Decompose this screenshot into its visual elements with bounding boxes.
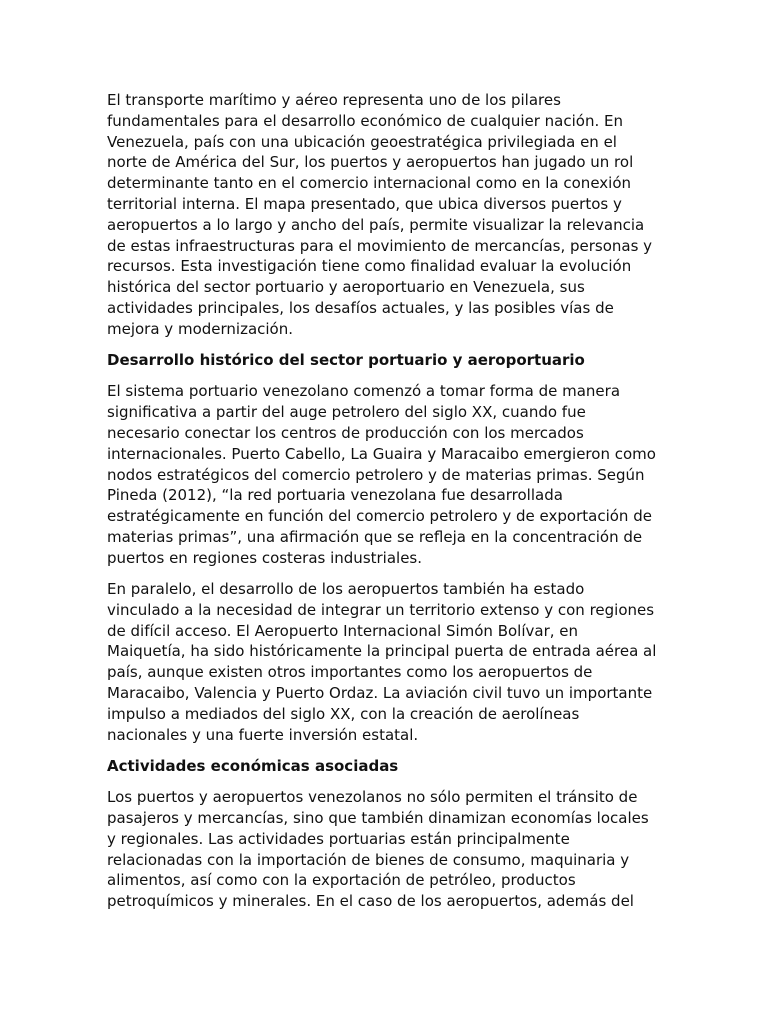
section-heading-historical-development: Desarrollo histórico del sector portuario y aeroportuario	[107, 351, 585, 370]
section-heading-economic-activities: Actividades económicas asociadas	[107, 756, 399, 775]
paragraph-economic-activities: Los puertos y aeropuertos venezolanos no sólo permiten el tránsito de pasajeros y mercancías, sino que también dinamizan economías locales y regionales. Las actividades portuarias están principalmente relacionadas con la importación de bienes de consumo, maquinaria y alimentos, así como con la exportación de petróleo, productos petroquímicos y minerales. En el caso de los aeropuertos, además del	[107, 788, 649, 911]
paragraph-airport-history: En paralelo, el desarrollo de los aeropuertos también ha estado vinculado a la necesidad de integrar un territorio extenso y con regiones de difícil acceso. El Aeropuerto Internacional Simón Bolívar, en Maiquetía, ha sido históricamente la principal puerta de entrada aérea al país, aunque existen otros importantes como los aeropuertos de Maracaibo, Valencia y Puerto Ordaz. La aviación civil tuvo un importante impulso a mediados del siglo XX, con la creación de aerolíneas nacionales y una fuerte inversión estatal.	[107, 580, 657, 744]
intro-paragraph: El transporte marítimo y aéreo representa uno de los pilares fundamentales para el desarrollo económico de cualquier nación. En Venezuela, país con una ubicación geoestratégica privilegiada en el norte de América del Sur, los puertos y aeropuertos han jugado un rol determinante tanto en el comercio internacional como en la conexión territorial interna. El mapa presentado, que ubica diversos puertos y aeropuertos a lo largo y ancho del país, permite visualizar la relevancia de estas infraestructuras para el movimiento de mercancías, personas y recursos. Esta investigación tiene como finalidad evaluar la evolución histórica del sector portuario y aeroportuario en Venezuela, sus actividades principales, los desafíos actuales, y las posibles vías de mejora y modernización.	[107, 91, 653, 338]
paragraph-port-history: El sistema portuario venezolano comenzó a tomar forma de manera significativa a partir del auge petrolero del siglo XX, cuando fue necesario conectar los centros de producción con los mercados internacionales. Puerto Cabello, La Guaira y Maracaibo emergieron como nodos estratégicos del comercio petrolero y de materias primas. Según Pineda (2012), “la red portuaria venezolana fue desarrollada estratégicamente en función del comercio petrolero y de exportación de materias primas”, una afirmación que se refleja en la concentración de puertos en regiones costeras industriales.	[107, 382, 656, 567]
document-page	[107, 90, 659, 922]
